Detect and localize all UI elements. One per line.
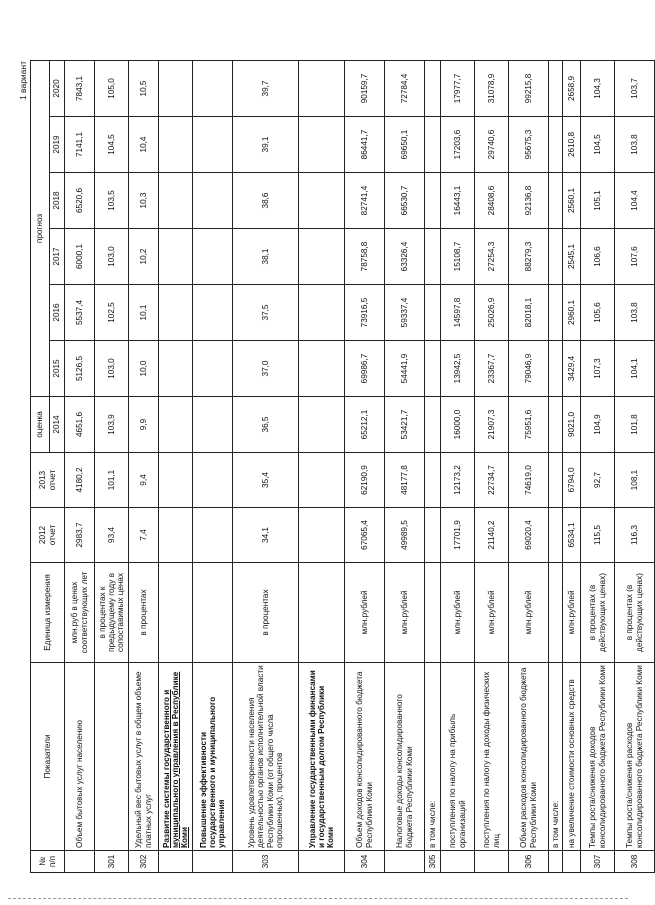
row-value: 79046,9 xyxy=(509,341,549,397)
row-unit: млн.рублей xyxy=(475,563,509,663)
row-value: 73916,5 xyxy=(345,285,385,341)
row-unit: в процентах (в действующих ценах) xyxy=(615,563,655,663)
table-row xyxy=(65,60,95,872)
row-value: 39,7 xyxy=(233,60,299,116)
row-value: 88279,3 xyxy=(509,229,549,285)
row-value xyxy=(299,229,345,285)
row-indicator: в том числе: xyxy=(549,663,563,851)
header-2016: 2016 xyxy=(50,285,65,341)
row-value: 103,5 xyxy=(95,173,129,229)
row-unit: млн.рублей xyxy=(441,563,475,663)
row-value: 7141,1 xyxy=(65,117,95,173)
row-value: 103,0 xyxy=(95,341,129,397)
row-value: 10,4 xyxy=(129,117,159,173)
row-value: 108,1 xyxy=(615,453,655,508)
row-value: 5537,4 xyxy=(65,285,95,341)
row-value: 22734,7 xyxy=(475,453,509,508)
row-value: 38,6 xyxy=(233,173,299,229)
row-value: 116,3 xyxy=(615,508,655,563)
row-value xyxy=(193,397,233,453)
row-value xyxy=(549,285,563,341)
row-value: 4651,6 xyxy=(65,397,95,453)
row-number: 304 xyxy=(345,851,385,873)
row-indicator: Темпы роста/снижения расходов консолидированного бюджета Республики Коми xyxy=(615,663,655,851)
row-indicator: Удельный вес бытовых услуг в общем объеме платных услуг xyxy=(129,663,159,851)
row-indicator: Объем бытовых услуг населению xyxy=(65,663,95,851)
row-value: 31078,9 xyxy=(475,60,509,116)
row-value: 2610,8 xyxy=(563,117,581,173)
row-value: 37,0 xyxy=(233,341,299,397)
row-value xyxy=(159,453,193,508)
row-value: 72784,4 xyxy=(385,60,425,116)
row-unit xyxy=(159,563,193,663)
row-value: 25026,9 xyxy=(475,285,509,341)
row-value: 3429,4 xyxy=(563,341,581,397)
row-value: 23367,7 xyxy=(475,341,509,397)
row-value xyxy=(299,117,345,173)
row-value: 105,0 xyxy=(95,60,129,116)
row-value xyxy=(159,508,193,563)
row-number: 302 xyxy=(129,851,159,873)
row-value: 104,5 xyxy=(581,117,615,173)
row-value: 104,3 xyxy=(581,60,615,116)
row-value: 9,9 xyxy=(129,397,159,453)
row-unit: млн.руб в ценах соответствующих лет xyxy=(65,563,95,663)
row-value xyxy=(299,397,345,453)
row-value: 2960,1 xyxy=(563,285,581,341)
row-value xyxy=(159,60,193,116)
row-value: 16000,0 xyxy=(441,397,475,453)
row-value: 104,5 xyxy=(95,117,129,173)
row-number xyxy=(159,851,193,873)
row-value: 74619,0 xyxy=(509,453,549,508)
row-indicator: Налоговые доходы консолидированного бюджета Республики Коми xyxy=(385,663,425,851)
row-value: 69986,7 xyxy=(345,341,385,397)
row-value: 93,4 xyxy=(95,508,129,563)
row-number: 303 xyxy=(233,851,299,873)
indicators-table xyxy=(30,60,655,873)
row-value xyxy=(193,453,233,508)
row-value xyxy=(549,173,563,229)
row-value xyxy=(299,508,345,563)
row-value xyxy=(549,229,563,285)
row-value: 102,5 xyxy=(95,285,129,341)
row-value: 34,1 xyxy=(233,508,299,563)
row-value xyxy=(159,173,193,229)
row-value: 103,7 xyxy=(615,60,655,116)
row-number xyxy=(475,851,509,873)
row-value: 21907,3 xyxy=(475,397,509,453)
row-value: 28408,6 xyxy=(475,173,509,229)
row-value xyxy=(549,117,563,173)
bottom-dashed-line xyxy=(8,898,628,899)
row-value: 107,6 xyxy=(615,229,655,285)
row-value xyxy=(425,508,441,563)
table-row xyxy=(425,60,441,872)
row-value xyxy=(193,229,233,285)
table-row xyxy=(95,60,129,872)
row-value xyxy=(159,117,193,173)
row-value: 2658,9 xyxy=(563,60,581,116)
header-2019: 2019 xyxy=(50,117,65,173)
table-row xyxy=(233,60,299,872)
row-unit: млн.рублей xyxy=(385,563,425,663)
row-value: 9021,0 xyxy=(563,397,581,453)
table-row xyxy=(581,60,615,872)
row-value: 6520,6 xyxy=(65,173,95,229)
row-value: 17977,7 xyxy=(441,60,475,116)
row-value: 92,7 xyxy=(581,453,615,508)
row-number xyxy=(65,851,95,873)
table-row xyxy=(385,60,425,872)
variant-label: 1 вариант xyxy=(18,61,28,101)
rotated-table-container xyxy=(18,61,644,873)
row-value: 15108,7 xyxy=(441,229,475,285)
row-value: 65212,1 xyxy=(345,397,385,453)
row-value: 115,5 xyxy=(581,508,615,563)
header-indicator: Показатели xyxy=(31,663,65,851)
row-value: 6794,0 xyxy=(563,453,581,508)
row-number: 305 xyxy=(425,851,441,873)
table-header xyxy=(31,60,65,872)
row-unit: в процентах xyxy=(233,563,299,663)
row-value xyxy=(425,117,441,173)
row-indicator: Объем расходов консолидированного бюджета Республики Коми xyxy=(509,663,549,851)
table-row xyxy=(615,60,655,872)
header-2012: 2012 отчет xyxy=(31,508,65,563)
row-value: 6534,1 xyxy=(563,508,581,563)
row-value: 90159,7 xyxy=(345,60,385,116)
row-value: 10,3 xyxy=(129,173,159,229)
row-value: 48177,8 xyxy=(385,453,425,508)
header-2020: 2020 xyxy=(50,60,65,116)
row-value: 75951,6 xyxy=(509,397,549,453)
header-2017: 2017 xyxy=(50,229,65,285)
row-value xyxy=(425,60,441,116)
row-value xyxy=(549,60,563,116)
row-value: 99215,8 xyxy=(509,60,549,116)
row-value: 104,9 xyxy=(581,397,615,453)
row-value: 10,2 xyxy=(129,229,159,285)
row-value: 101,8 xyxy=(615,397,655,453)
row-value xyxy=(425,341,441,397)
row-value xyxy=(299,60,345,116)
row-unit xyxy=(299,563,345,663)
row-value: 35,4 xyxy=(233,453,299,508)
row-unit: млн.рублей xyxy=(509,563,549,663)
row-value xyxy=(425,173,441,229)
row-number: 308 xyxy=(615,851,655,873)
row-value: 66530,7 xyxy=(385,173,425,229)
row-value: 69650,1 xyxy=(385,117,425,173)
row-indicator: поступления по налогу на доходы физических лиц xyxy=(475,663,509,851)
row-value: 7843,1 xyxy=(65,60,95,116)
row-value: 101,1 xyxy=(95,453,129,508)
row-value xyxy=(425,453,441,508)
row-unit: в процентах (в действующих ценах) xyxy=(581,563,615,663)
row-value: 107,3 xyxy=(581,341,615,397)
row-value: 13942,5 xyxy=(441,341,475,397)
table-row xyxy=(475,60,509,872)
row-value: 6000,1 xyxy=(65,229,95,285)
table-row xyxy=(159,60,193,872)
row-value xyxy=(159,229,193,285)
row-value xyxy=(159,397,193,453)
row-value: 105,6 xyxy=(581,285,615,341)
row-value: 103,0 xyxy=(95,229,129,285)
header-2014: 2014 xyxy=(50,397,65,453)
header-no: № п/п xyxy=(31,851,65,873)
row-value: 39,1 xyxy=(233,117,299,173)
row-value: 36,5 xyxy=(233,397,299,453)
row-value: 104,1 xyxy=(615,341,655,397)
row-number xyxy=(549,851,563,873)
row-value: 95675,3 xyxy=(509,117,549,173)
row-number xyxy=(441,851,475,873)
row-value: 2560,1 xyxy=(563,173,581,229)
row-indicator: на увеличение стоимости основных средств xyxy=(563,663,581,851)
row-value xyxy=(193,285,233,341)
table-row xyxy=(509,60,549,872)
row-indicator: в том числе: xyxy=(425,663,441,851)
table-body xyxy=(65,60,655,872)
row-value xyxy=(159,285,193,341)
row-indicator: Уровень удовлетворенности населения деятельностью органов исполнительной власти Республики Коми (от общего числа опрошенных), процентов xyxy=(233,663,299,851)
row-value: 2545,1 xyxy=(563,229,581,285)
row-value: 12173,2 xyxy=(441,453,475,508)
row-indicator: Темпы роста/снижения доходов консолидированного бюджета Республики Коми xyxy=(581,663,615,851)
row-value: 103,8 xyxy=(615,285,655,341)
row-value xyxy=(425,397,441,453)
row-value: 21140,2 xyxy=(475,508,509,563)
row-value: 106,6 xyxy=(581,229,615,285)
row-value xyxy=(299,173,345,229)
header-2018: 2018 xyxy=(50,173,65,229)
row-value: 63326,4 xyxy=(385,229,425,285)
row-value: 29740,6 xyxy=(475,117,509,173)
row-indicator: Объем доходов консолидированного бюджета Республики Коми xyxy=(345,663,385,851)
row-value: 86441,7 xyxy=(345,117,385,173)
header-unit: Единица измерения xyxy=(31,563,65,663)
row-value: 78758,8 xyxy=(345,229,385,285)
row-value xyxy=(193,173,233,229)
row-indicator: Повышение эффективности государственного и муниципального управления xyxy=(193,663,233,851)
row-unit xyxy=(193,563,233,663)
row-value: 5126,5 xyxy=(65,341,95,397)
row-value: 69020,4 xyxy=(509,508,549,563)
row-value xyxy=(549,508,563,563)
row-number: 307 xyxy=(581,851,615,873)
row-value xyxy=(425,229,441,285)
row-unit xyxy=(549,563,563,663)
row-value xyxy=(299,453,345,508)
row-value: 82018,1 xyxy=(509,285,549,341)
header-2014-top: оценка xyxy=(31,397,50,453)
row-value xyxy=(193,341,233,397)
table-row xyxy=(299,60,345,872)
row-value: 103,8 xyxy=(615,117,655,173)
row-number xyxy=(563,851,581,873)
row-value: 67065,4 xyxy=(345,508,385,563)
table-row xyxy=(549,60,563,872)
table-row xyxy=(193,60,233,872)
table-row xyxy=(129,60,159,872)
header-2015: 2015 xyxy=(50,341,65,397)
row-value: 27254,3 xyxy=(475,229,509,285)
row-number xyxy=(299,851,345,873)
row-value: 103,9 xyxy=(95,397,129,453)
row-value: 82741,4 xyxy=(345,173,385,229)
row-value xyxy=(549,341,563,397)
row-unit: в процентах к предыдущему году в сопоставимых ценах xyxy=(95,563,129,663)
row-value: 17701,9 xyxy=(441,508,475,563)
row-value: 38,1 xyxy=(233,229,299,285)
row-value: 17203,6 xyxy=(441,117,475,173)
row-value: 14597,8 xyxy=(441,285,475,341)
row-unit: млн.рублей xyxy=(563,563,581,663)
row-value: 9,4 xyxy=(129,453,159,508)
row-value: 59337,4 xyxy=(385,285,425,341)
table-row xyxy=(345,60,385,872)
row-unit: в процентах xyxy=(129,563,159,663)
row-value xyxy=(193,117,233,173)
row-number: 306 xyxy=(509,851,549,873)
row-value xyxy=(299,285,345,341)
row-value xyxy=(425,285,441,341)
row-indicator xyxy=(95,663,129,851)
row-value: 49989,5 xyxy=(385,508,425,563)
row-number: 301 xyxy=(95,851,129,873)
row-value: 62190,9 xyxy=(345,453,385,508)
row-value: 54441,9 xyxy=(385,341,425,397)
row-value: 104,4 xyxy=(615,173,655,229)
row-value: 92136,8 xyxy=(509,173,549,229)
row-value: 4180,2 xyxy=(65,453,95,508)
row-value: 105,1 xyxy=(581,173,615,229)
row-value: 16443,1 xyxy=(441,173,475,229)
row-number xyxy=(385,851,425,873)
row-indicator: Управление государственными финансами и государственным долгом Республики Коми xyxy=(299,663,345,851)
table-row xyxy=(441,60,475,872)
row-value xyxy=(193,60,233,116)
table-row xyxy=(563,60,581,872)
row-value xyxy=(549,397,563,453)
row-value xyxy=(193,508,233,563)
row-value: 7,4 xyxy=(129,508,159,563)
row-value: 10,0 xyxy=(129,341,159,397)
row-value: 10,5 xyxy=(129,60,159,116)
row-value: 37,5 xyxy=(233,285,299,341)
row-value xyxy=(299,341,345,397)
header-forecast: прогноз xyxy=(31,60,50,396)
row-indicator: поступления по налогу на прибыль организаций xyxy=(441,663,475,851)
row-indicator: Развитие системы государственного и муниципального управления в Республике Коми xyxy=(159,663,193,851)
header-2013: 2013 отчет xyxy=(31,453,65,508)
row-number xyxy=(193,851,233,873)
row-value xyxy=(549,453,563,508)
row-value: 53421,7 xyxy=(385,397,425,453)
row-value xyxy=(159,341,193,397)
row-unit: млн.рублей xyxy=(345,563,385,663)
row-unit xyxy=(425,563,441,663)
row-value: 10,1 xyxy=(129,285,159,341)
row-value: 2983,7 xyxy=(65,508,95,563)
